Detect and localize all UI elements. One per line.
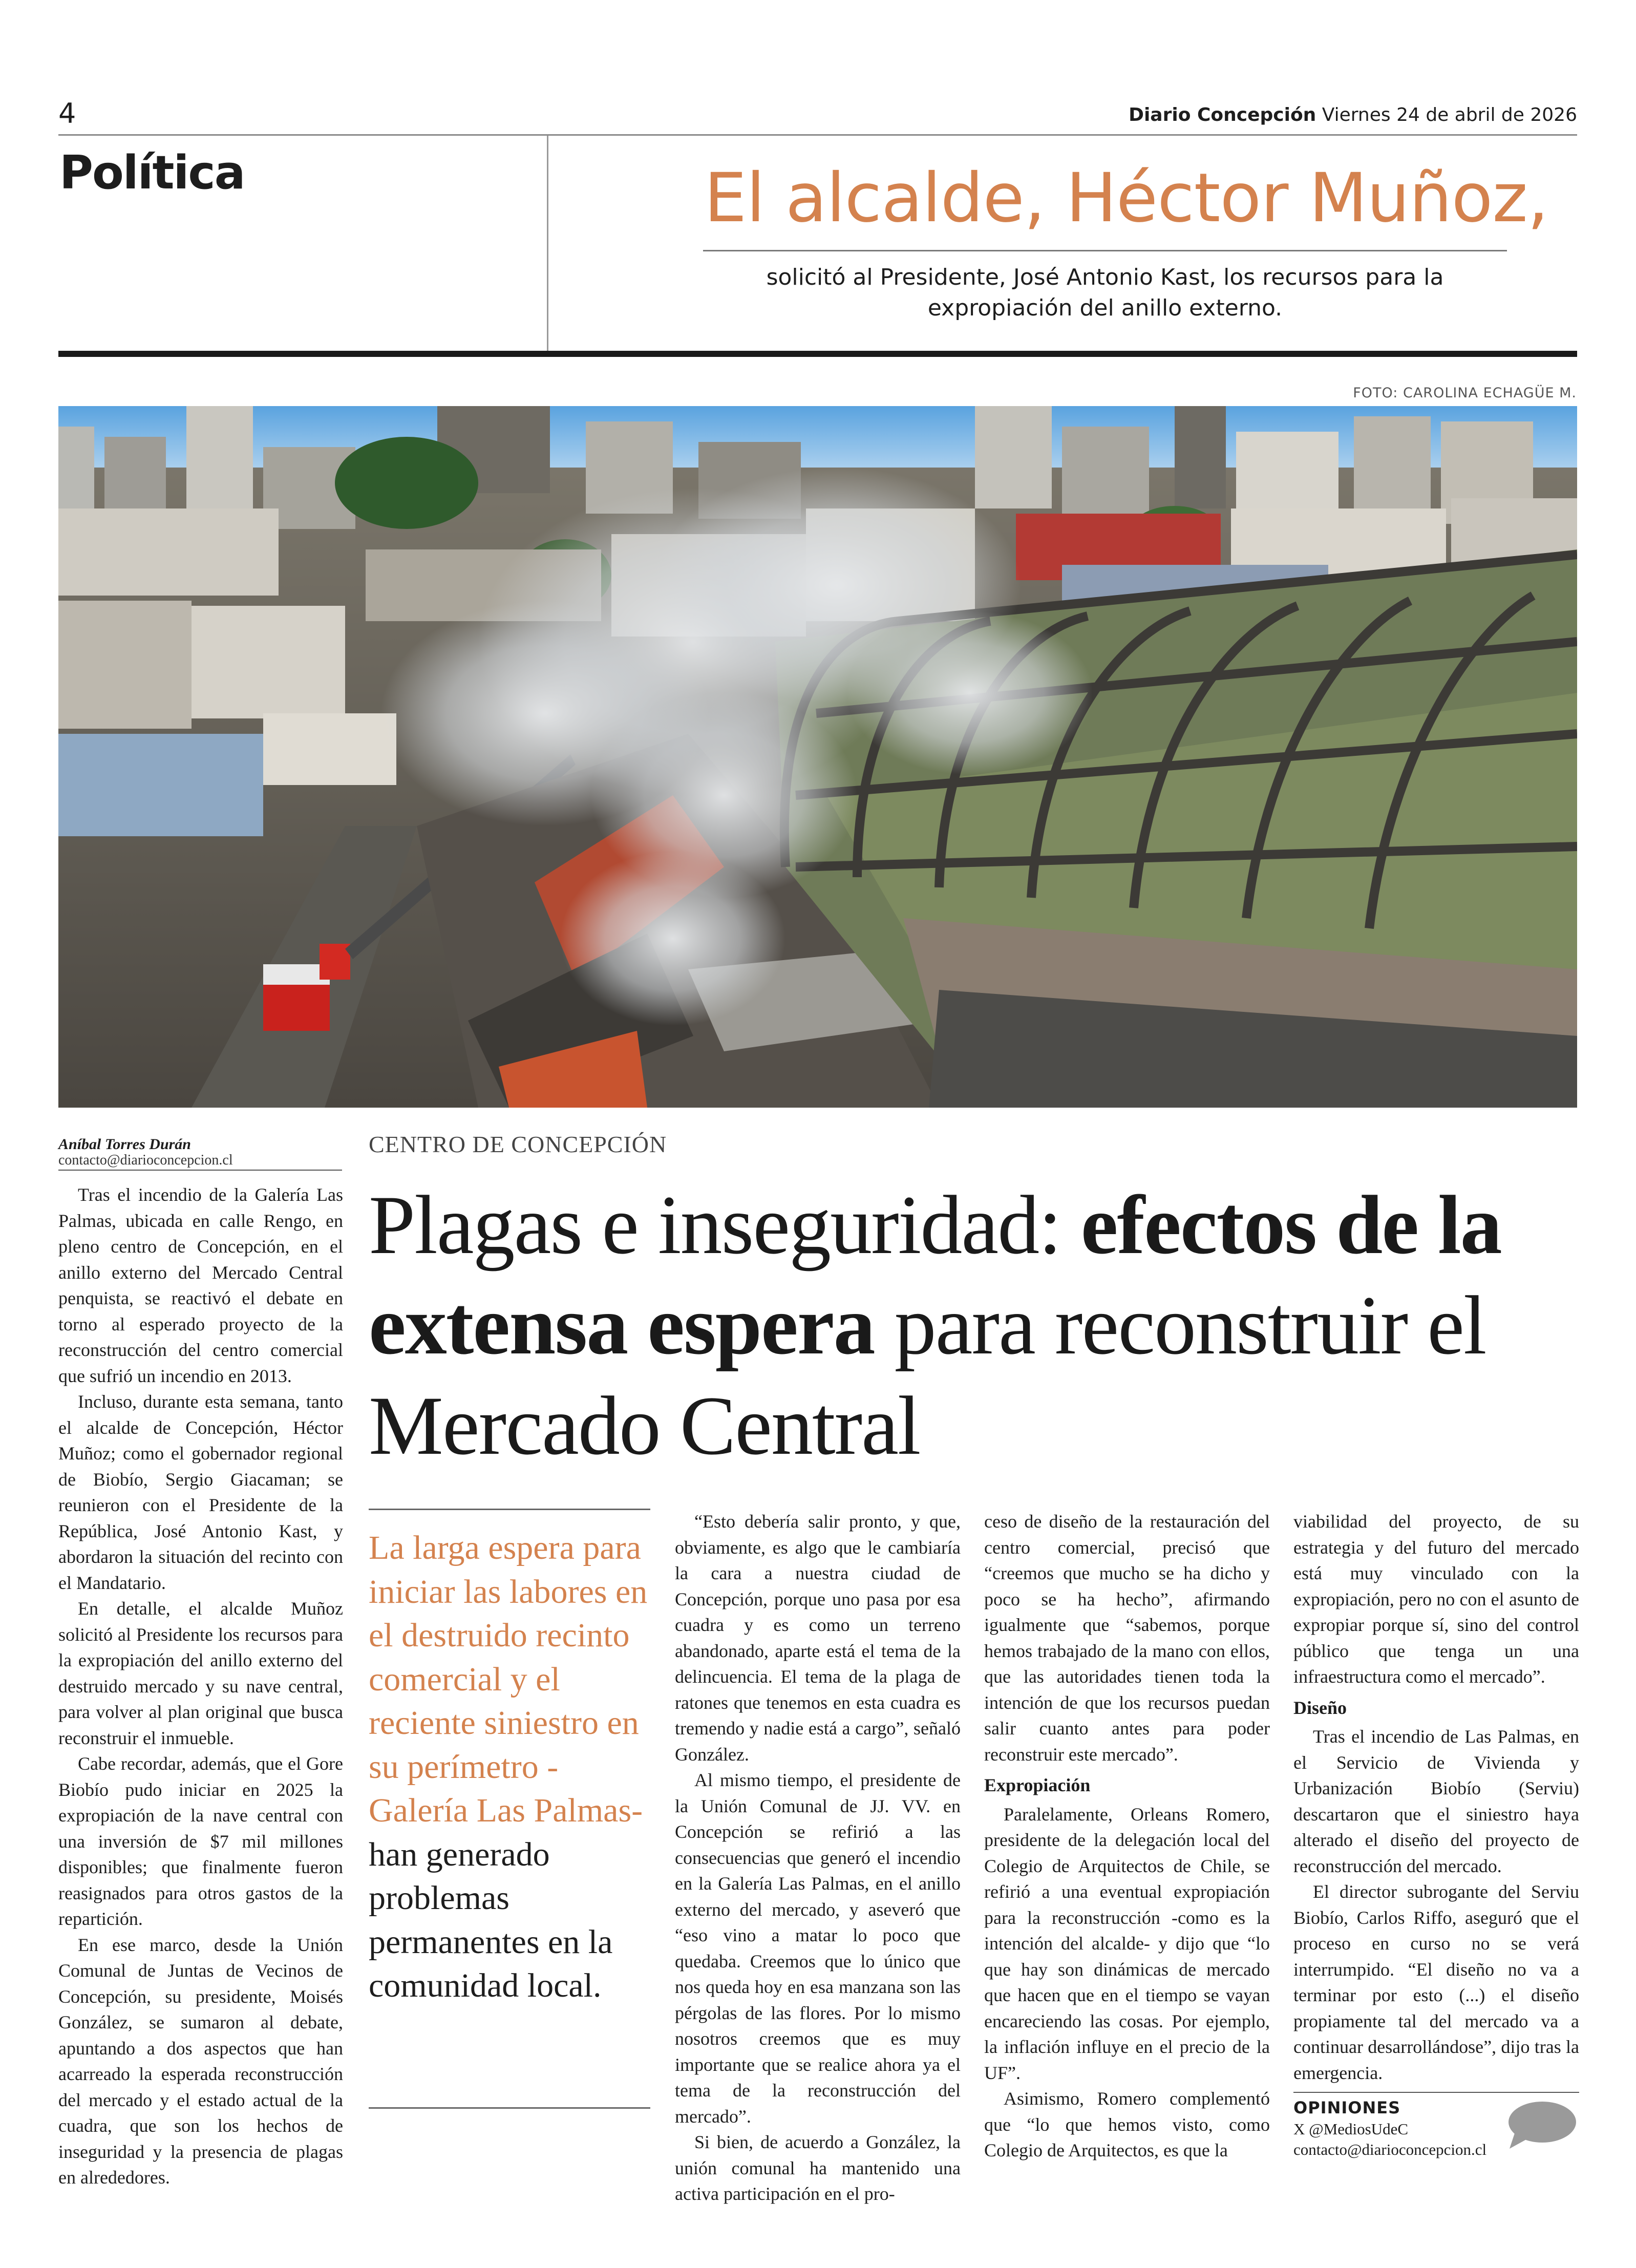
page-number: 4 xyxy=(58,97,76,130)
article-column-3 xyxy=(675,1509,961,2207)
byline-rule xyxy=(58,1170,342,1171)
paragraph: En ese marco, desde la Unión Comunal de Juntas de Vecinos de Concepción, su presidente, Moisés González, se sumaron al debate, apuntando a dos aspectos que han acarreado la esperada reconstrucción del mercado y el estado actual de la cuadra, que son los hechos de inseguridad y la presencia de plagas en alrededores. xyxy=(58,1934,343,2188)
paragraph: ceso de diseño de la restauración del centro comercial, precisó que “creemos que mucho se ha dicho y poco se ha hecho”, afirmando igualmente que “sabemos, porque hemos trabajado de la mano con ellos, que las autoridades tienen toda la intención de que los recursos puedan salir cuanto antes para poder reconstruir este mercado”. xyxy=(984,1511,1270,1765)
quote-rule xyxy=(703,250,1507,251)
paragraph: Tras el incendio de la Galería Las Palmas, ubicada en calle Rengo, en pleno centro de Concepción, en el anillo externo del Mercado Central penquista, se reactivó el debate en torno al esperado proyecto de la reconstrucción del centro comercial que sufrió un incendio en 2013. xyxy=(58,1184,343,1386)
article-column-4 xyxy=(984,1509,1270,2164)
section-title: Política xyxy=(59,146,245,200)
pull-quote-rest: han generado problemas permanentes en la comunidad local. xyxy=(369,1835,613,2004)
headline-part-1: Plagas e inseguridad: xyxy=(369,1179,1081,1271)
paragraph: Si bien, de acuerdo a González, la unión comunal ha mantenido una activa participación en el pro- xyxy=(675,2132,961,2204)
paragraph: El director subrogante del Serviu Biobío, Carlos Riffo, aseguró que el proceso en curso no se verá interrumpido. “El diseño no va a terminar por esto (...) el diseño propiamente tal del mercado va a continuar desarrollándose”, dijo tras la emergencia. xyxy=(1293,1881,1579,2083)
pull-quote-bottom-rule xyxy=(369,2107,650,2109)
paragraph: “Esto debería salir pronto, y que, obviamente, es algo que le cambiaría la cara a nuestra ciudad de Concepción, porque uno pasa por esa cuadra y es como un terreno abandonado, aparte está el tema de la delincuencia. El tema de la plaga de ratones que tenemos en esta cuadra es tremendo y nadie está a cargo”, señaló González. xyxy=(675,1511,961,1765)
pull-quote-top-rule xyxy=(369,1509,650,1510)
paragraph: Al mismo tiempo, el presidente de la Unión Comunal de JJ. VV. en Concepción se refirió a las consecuencias que generó el incendio en la Galería Las Palmas, en el anillo externo del mercado, y aseveró que “eso vino a matar lo poco que quedaba. Creemos que lo único que nos queda hoy en esa manzana son las pérgolas de las flores. Por lo mismo nosotros creemos que es muy importante que se realice ahora ya el tema de la reconstrucción del mercado”. xyxy=(675,1770,961,2127)
article-column-1 xyxy=(58,1182,343,2191)
masthead xyxy=(1129,104,1577,125)
paragraph: En detalle, el alcalde Muñoz solicitó al Presidente los recursos para la expropiación del anillo externo del destruido mercado y su nave central, para volver al plan original que busca reconstruir el inmueble. xyxy=(58,1598,343,1748)
paragraph: Asimismo, Romero complementó que “lo que hemos visto, como Colegio de Arquitectos, es que la xyxy=(984,2088,1270,2160)
header-divider xyxy=(547,136,548,351)
byline-email: contacto@diarioconcepcion.cl xyxy=(58,1152,233,1168)
photo-credit: FOTO: CAROLINA ECHAGÜE M. xyxy=(1353,385,1577,401)
byline-author: Aníbal Torres Durán xyxy=(58,1136,191,1153)
hero-photo xyxy=(58,406,1577,1108)
speech-bubble-icon xyxy=(1505,2100,1577,2151)
headline-bold: efectos de la extensa espera xyxy=(369,1179,1501,1372)
paper-name: Diario Concepción xyxy=(1129,104,1316,125)
opinions-email[interactable]: contacto@diarioconcepcion.cl xyxy=(1293,2140,1487,2158)
subhead-diseno: Diseño xyxy=(1293,1697,1347,1718)
issue-date: Viernes 24 de abril de 2026 xyxy=(1316,104,1577,125)
opinions-rule xyxy=(1293,2092,1579,2093)
paragraph: Incluso, durante esta semana, tanto el alcalde de Concepción, Héctor Muñoz; como el gobernador regional de Biobío, Sergio Giacaman; se reunieron con el Presidente de la República, José Antonio Kast, y abordaron la situación del recinto con el Mandatario. xyxy=(58,1391,343,1593)
opinions-x-handle[interactable]: X @MediosUdeC xyxy=(1293,2120,1409,2138)
paragraph: Cabe recordar, además, que el Gore Biobío pudo iniciar en 2025 la expropiación de la nave central con una inversión de $7 mil millones disponibles; que finalmente fueron reasignados para otros gastos de la repartición. xyxy=(58,1753,343,1929)
article-kicker: CENTRO DE CONCEPCIÓN xyxy=(369,1131,667,1157)
top-rule xyxy=(58,134,1577,136)
pull-quote xyxy=(369,1526,655,2008)
headline-part-2: para reconstruir el Mercado Central xyxy=(369,1279,1486,1472)
article-column-5 xyxy=(1293,1509,1579,2086)
paragraph: Paralelamente, Orleans Romero, presidente de la delegación local del Colegio de Arquitectos de Chile, se refirió a una eventual expropiación para la reconstrucción -como es la intención del alcalde- y dijo que “lo que hay son dinámicas de mercado que hacen que en el tiempo se vayan encareciendo las cosas. Por ejemplo, la inflación influye en el precio de la UF”. xyxy=(984,1804,1270,2083)
pull-quote-accent: La larga espera para iniciar las labores en el destruido recinto comercial y el reciente siniestro en su perímetro -Galería Las Palmas- xyxy=(369,1529,648,1829)
header-bottom-rule xyxy=(58,351,1577,357)
quote-headline: El alcalde, Héctor Muñoz, xyxy=(704,159,1548,238)
paragraph: Tras el incendio de Las Palmas, en el Servicio de Vivienda y Urbanización Biobío (Serviu) descartaron que el siniestro haya alterado el diseño del proyecto de reconstrucción del mercado. xyxy=(1293,1726,1579,1876)
opinions-title: OPINIONES xyxy=(1293,2098,1401,2117)
subhead-expropiacion: Expropiación xyxy=(984,1775,1091,1795)
quote-subtitle: solicitó al Presidente, José Antonio Kast, los recursos para la expropiación del anillo externo. xyxy=(766,264,1444,321)
article-headline xyxy=(369,1175,1587,1476)
paragraph: viabilidad del proyecto, de su estrategia y del futuro del mercado está muy vinculado con la expropiación, pero no con el asunto de expropiar porque sí, sino del control público que tenga un una infraestructura como el mercado”. xyxy=(1293,1511,1579,1687)
